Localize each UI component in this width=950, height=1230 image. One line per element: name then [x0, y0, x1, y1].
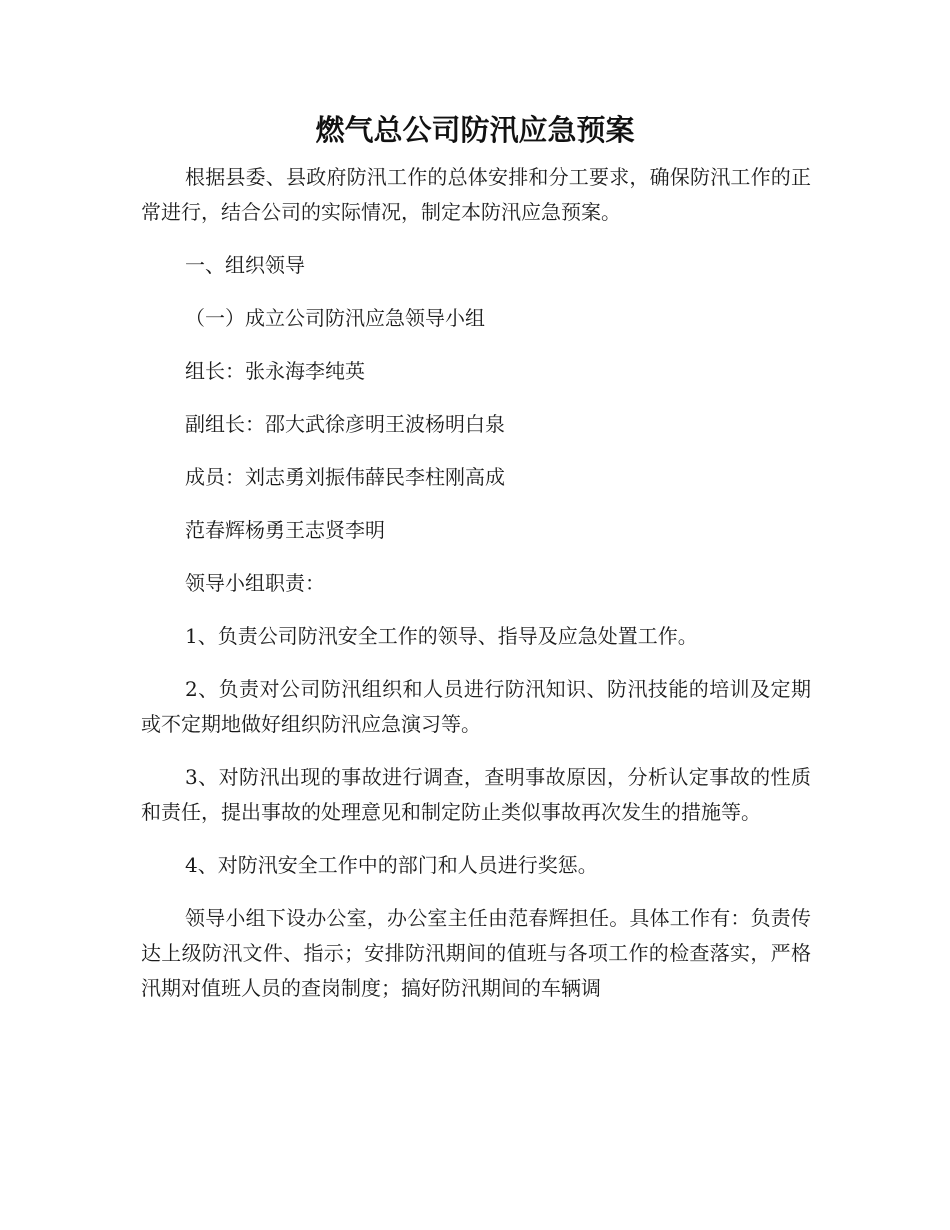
section-heading-organization: 一、组织领导: [185, 253, 305, 277]
document-body: [141, 160, 811, 1024]
duties-heading: 领导小组职责：: [185, 571, 325, 595]
duty-item-1: 1、负责公司防汛安全工作的领导、指导及应急处置工作。: [185, 624, 698, 648]
group-leader-line: 组长：张永海李纯英: [185, 359, 365, 383]
office-paragraph: 领导小组下设办公室，办公室主任由范春辉担任。具体工作有：负责传达上级防汛文件、指示；安排防汛期间的值班与各项工作的检查落实，严格汛期对值班人员的查岗制度；搞好防汛期间的车辆调: [141, 906, 811, 1000]
deputy-leader-line: 副组长：邵大武徐彦明王波杨明白泉: [185, 412, 505, 436]
members-line-continued: 范春辉杨勇王志贤李明: [185, 518, 385, 542]
duty-item-2: 2、负责对公司防汛组织和人员进行防汛知识、防汛技能的培训及定期或不定期地做好组织防汛应急演习等。: [141, 677, 811, 736]
document-title: 燃气总公司防汛应急预案: [315, 113, 635, 147]
members-line: 成员：刘志勇刘振伟薛民李柱刚高成: [185, 465, 505, 489]
paragraph-intro: 根据县委、县政府防汛工作的总体安排和分工要求，确保防汛工作的正常进行，结合公司的实际情况，制定本防汛应急预案。: [141, 165, 811, 224]
duty-item-4: 4、对防汛安全工作中的部门和人员进行奖惩。: [185, 853, 598, 877]
subsection-heading-leading-group: （一）成立公司防汛应急领导小组: [185, 306, 485, 330]
duty-item-3: 3、对防汛出现的事故进行调查，查明事故原因，分析认定事故的性质和责任，提出事故的处理意见和制定防止类似事故再次发生的措施等。: [141, 765, 811, 824]
